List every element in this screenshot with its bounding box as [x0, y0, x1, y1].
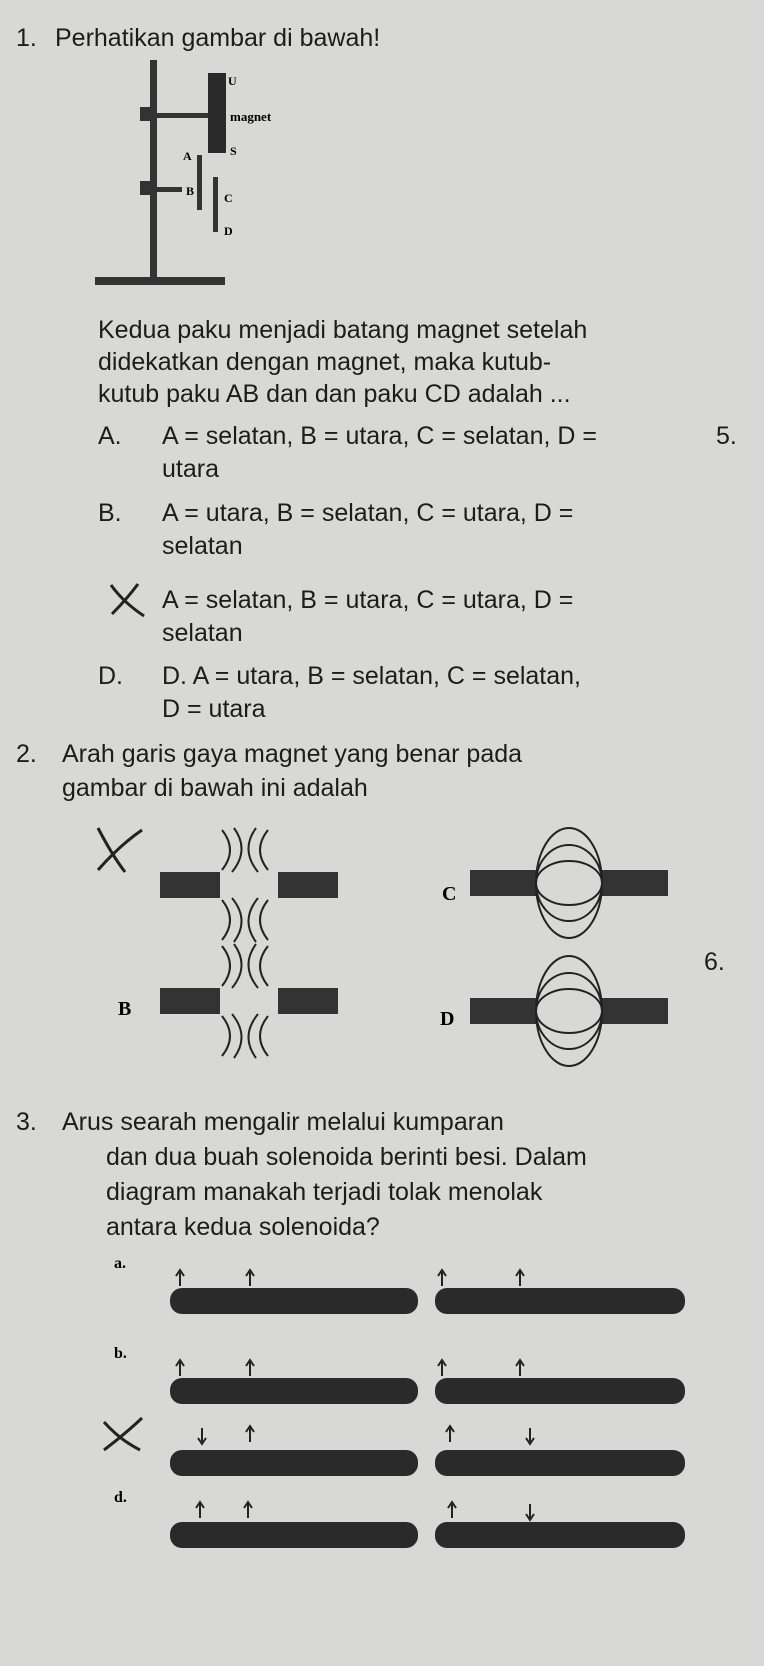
label-s: S — [230, 144, 237, 158]
q2-check-mark — [98, 828, 142, 872]
q3-b-left-solenoid — [170, 1378, 418, 1404]
q3-number: 3. — [16, 1108, 37, 1136]
label-b: B — [186, 184, 195, 198]
q2-a-right-magnet — [278, 872, 338, 898]
q2-figures — [90, 820, 710, 1080]
q3-stem-line1: Arus searah mengalir melalui kumparan — [62, 1108, 504, 1136]
q3-c-right-solenoid — [435, 1450, 685, 1476]
q2-label-d: D — [440, 1008, 455, 1030]
q1-option-b-letter: B. — [98, 499, 122, 527]
bar-magnet — [208, 73, 226, 153]
stand-base — [95, 277, 225, 285]
q1-option-a-line2: utara — [162, 455, 219, 483]
q1-option-c-line1: A = selatan, B = utara, C = utara, D = — [162, 586, 574, 614]
q3-stem-line4: antara kedua solenoida? — [106, 1213, 380, 1241]
q3-label-b: b. — [114, 1345, 127, 1362]
q1-option-d-letter: D. — [98, 662, 123, 690]
q3-d-left-solenoid — [170, 1522, 418, 1548]
q1-option-d-line1: D. A = utara, B = selatan, C = selatan, — [162, 662, 582, 690]
q1-option-b-line1: A = utara, B = selatan, C = utara, D = — [162, 499, 574, 527]
q2-c-right-magnet — [602, 870, 668, 896]
q1-option-a-letter: A. — [98, 422, 122, 450]
label-u: U — [228, 74, 237, 88]
q2-stem-line2: gambar di bawah ini adalah — [62, 774, 368, 802]
q2-stem-line1: Arah garis gaya magnet yang benar pada — [62, 740, 523, 768]
q3-stem-line3: diagram manakah terjadi tolak menolak — [106, 1178, 543, 1206]
nail-ab — [197, 155, 202, 210]
q3-label-a: a. — [114, 1255, 126, 1272]
q1-option-b-line2: selatan — [162, 532, 243, 560]
q3-b-right-solenoid — [435, 1378, 685, 1404]
q3-a-right-solenoid — [435, 1288, 685, 1314]
q3-a-left-solenoid — [170, 1288, 418, 1314]
label-magnet: magnet — [230, 109, 272, 124]
q1-option-a-line1: A = selatan, B = utara, C = selatan, D = — [162, 422, 597, 450]
q3-check-mark — [104, 1418, 142, 1450]
q2-b-left-magnet — [160, 988, 220, 1014]
q1-option-c-line2: selatan — [162, 619, 243, 647]
q2-b-right-magnet — [278, 988, 338, 1014]
q1-magnet-figure — [90, 55, 290, 305]
q2-d-right-magnet — [602, 998, 668, 1024]
q1-stem-line1: Kedua paku menjadi batang magnet setelah — [98, 316, 588, 344]
q2-label-b: B — [118, 998, 132, 1020]
q2-number: 2. — [16, 740, 37, 768]
q1-number: 1. — [16, 24, 37, 52]
q1-answer-check-mark — [108, 582, 148, 618]
q1-stem-line3: kutub paku AB dan dan paku CD adalah ... — [98, 380, 571, 408]
side-number-5: 5. — [716, 422, 737, 450]
side-number-6: 6. — [704, 948, 725, 976]
q1-option-d-line2: D = utara — [162, 695, 266, 723]
q3-stem-line2: dan dua buah solenoida berinti besi. Dalam — [106, 1143, 587, 1171]
q3-c-left-solenoid — [170, 1450, 418, 1476]
stand-rod — [150, 60, 157, 280]
label-d: D — [224, 224, 233, 238]
label-c: C — [224, 191, 233, 205]
nail-cd — [213, 177, 218, 232]
q3-solenoid-figures — [100, 1250, 720, 1655]
q3-label-d: d. — [114, 1489, 127, 1506]
q2-c-left-magnet — [470, 870, 536, 896]
label-a: A — [183, 149, 192, 163]
q2-d-left-magnet — [470, 998, 536, 1024]
q3-d-right-solenoid — [435, 1522, 685, 1548]
q1-title: Perhatikan gambar di bawah! — [55, 24, 381, 52]
q2-label-c: C — [442, 883, 457, 905]
q1-stem-line2: didekatkan dengan magnet, maka kutub- — [98, 348, 552, 376]
q2-a-left-magnet — [160, 872, 220, 898]
